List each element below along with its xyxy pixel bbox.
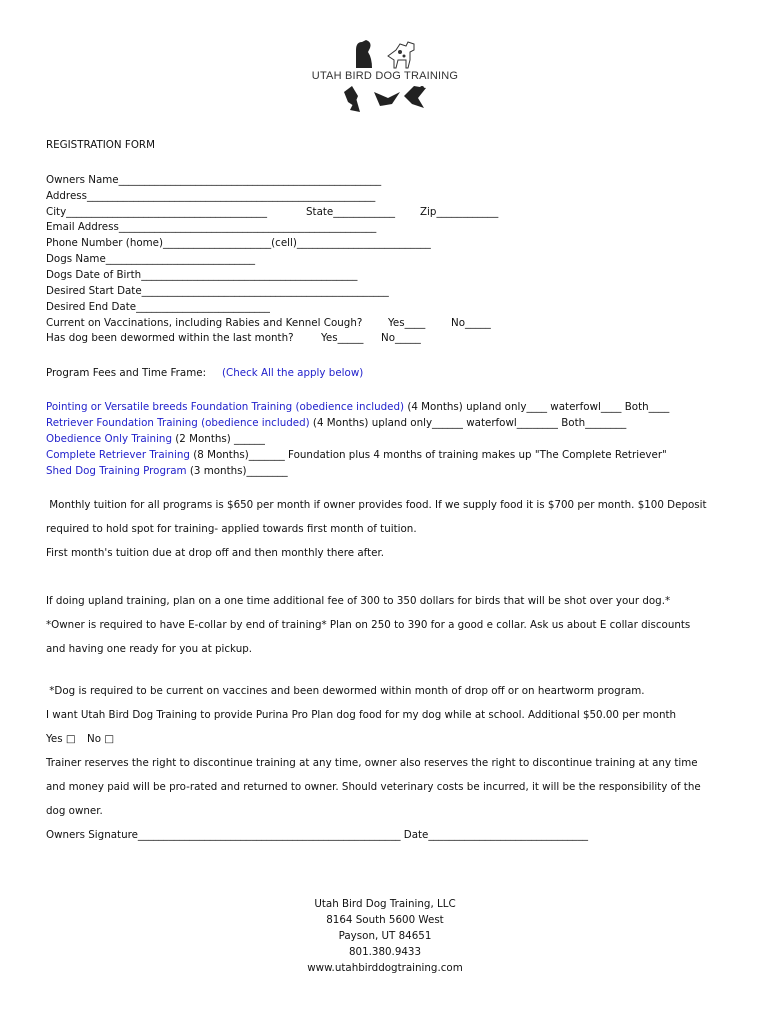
program-item-complete-retriever <box>46 448 667 462</box>
address-field[interactable]: Address________________________________________________________ <box>46 190 376 202</box>
tuition-text-2: required to hold spot for training- applied towards first month of tuition. <box>46 523 417 535</box>
owners-name-field[interactable]: Owners Name___________________________________________________ <box>46 174 382 186</box>
retriever-training-options[interactable]: (4 Months) upland only______ waterfowl________ Both________ <box>309 417 627 429</box>
obedience-training-options[interactable]: (2 Months) ______ <box>172 433 265 445</box>
vaccines-requirement-text: *Dog is required to be current on vaccines and been dewormed within month of drop off or on heartworm program. <box>46 685 645 697</box>
shed-dog-options[interactable]: (3 months)________ <box>186 465 288 477</box>
logo-title: UTAH BIRD DOG TRAINING <box>311 70 459 82</box>
dewormed-yes-field[interactable]: Yes_____ <box>321 332 364 344</box>
footer-phone: 801.380.9433 <box>348 946 422 958</box>
dogs-name-field[interactable]: Dogs Name_____________________________ <box>46 253 256 265</box>
form-title: REGISTRATION FORM <box>46 139 155 151</box>
ecollar-text-1: *Owner is required to have E-collar by end of training* Plan on 250 to 390 for a good e collar. Ask us about E collar discounts <box>46 619 691 631</box>
dewormed-no-field[interactable]: No_____ <box>381 332 421 344</box>
retriever-training-link[interactable]: Retriever Foundation Training (obedience included) <box>46 417 310 429</box>
pointing-training-options[interactable]: (4 Months) upland only____ waterfowl____ Both____ <box>404 401 670 413</box>
program-item-shed-dog <box>46 464 288 478</box>
complete-retriever-options[interactable]: (8 Months)_______ Foundation plus 4 months of training makes up "The Complete Retriever" <box>189 449 667 461</box>
dog-food-no-checkbox[interactable]: No □ <box>87 733 115 745</box>
check-all-note: (Check All the apply below) <box>222 367 364 379</box>
reserve-text-2: and money paid will be pro-rated and returned to owner. Should veterinary costs be incurred, it will be the responsibility of the <box>46 781 701 793</box>
vaccinations-yes-field[interactable]: Yes____ <box>388 317 426 329</box>
program-item-pointing <box>46 400 669 414</box>
zip-field[interactable]: Zip____________ <box>420 206 499 218</box>
obedience-training-link[interactable]: Obedience Only Training <box>46 433 172 445</box>
footer-company: Utah Bird Dog Training, LLC <box>314 898 456 910</box>
dog-food-yes-checkbox[interactable]: Yes □ <box>46 733 76 745</box>
dog-food-text: I want Utah Bird Dog Training to provide Purina Pro Plan dog food for my dog while at school. Additional $50.00 per month <box>46 709 677 721</box>
reserve-text-1: Trainer reserves the right to discontinue training at any time, owner also reserves the right to discontinue training at any time <box>46 757 698 769</box>
vaccinations-no-field[interactable]: No_____ <box>451 317 491 329</box>
start-date-field[interactable]: Desired Start Date________________________________________________ <box>46 285 389 297</box>
reserve-text-3: dog owner. <box>46 805 103 817</box>
vaccinations-question: Current on Vaccinations, including Rabies and Kennel Cough? <box>46 317 363 329</box>
shed-dog-link[interactable]: Shed Dog Training Program <box>46 465 187 477</box>
tuition-text-3: First month's tuition due at drop off and then monthly there after. <box>46 547 385 559</box>
complete-retriever-link[interactable]: Complete Retriever Training <box>46 449 190 461</box>
pointing-training-link[interactable]: Pointing or Versatile breeds Foundation Training (obedience included) <box>46 401 405 413</box>
phone-field[interactable]: Phone Number (home)_____________________(cell)__________________________ <box>46 237 431 249</box>
dogs-dob-field[interactable]: Dogs Date of Birth__________________________________________ <box>46 269 358 281</box>
program-item-retriever <box>46 416 626 430</box>
dewormed-question: Has dog been dewormed within the last month? <box>46 332 294 344</box>
end-date-field[interactable]: Desired End Date__________________________ <box>46 301 270 313</box>
logo <box>300 36 470 122</box>
footer-street: 8164 South 5600 West <box>326 914 444 926</box>
city-field[interactable]: City_______________________________________ <box>46 206 267 218</box>
program-item-obedience <box>46 432 265 446</box>
signature-line[interactable]: Owners Signature___________________________________________________ Date_______________________________ <box>46 829 588 841</box>
footer-website[interactable]: www.utahbirddogtraining.com <box>307 962 463 974</box>
email-field[interactable]: Email Address__________________________________________________ <box>46 221 377 233</box>
footer-city: Payson, UT 84651 <box>338 930 432 942</box>
upland-fee-text: If doing upland training, plan on a one time additional fee of 300 to 350 dollars for birds that will be shot over your dog.* <box>46 595 671 607</box>
tuition-text-1: Monthly tuition for all programs is $650 per month if owner provides food. If we supply food it is $700 per month. $100 Deposit <box>46 499 707 511</box>
program-heading: Program Fees and Time Frame: <box>46 367 207 379</box>
ecollar-text-2: and having one ready for you at pickup. <box>46 643 253 655</box>
state-field[interactable]: State____________ <box>306 206 396 218</box>
